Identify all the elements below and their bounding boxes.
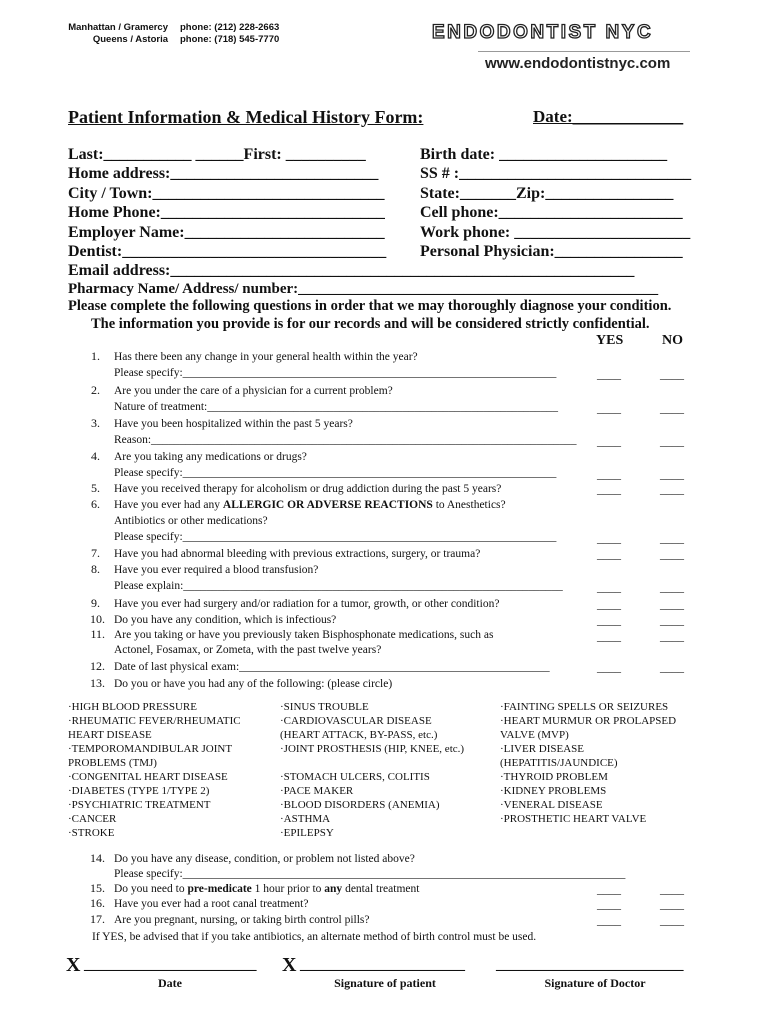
signature-x-patient: X bbox=[282, 954, 297, 976]
question-14-specify[interactable]: Please specify:_____________________________________________________________________________ bbox=[114, 868, 626, 880]
yes-answer-9[interactable]: ____ bbox=[597, 597, 621, 611]
home-phone-field[interactable]: Home Phone:____________________________ bbox=[68, 204, 385, 221]
pharmacy-field[interactable]: Pharmacy Name/ Address/ number:________________________________________________ bbox=[68, 281, 659, 297]
question-11-line-2: Actonel, Fosamax, or Zometa, with the past twelve years? bbox=[114, 644, 382, 656]
question-9: Have you ever had surgery and/or radiation for a tumor, growth, or other condition? bbox=[114, 598, 500, 610]
condition-item-cont[interactable]: HEART DISEASE bbox=[68, 729, 152, 741]
question-17: Are you pregnant, nursing, or taking birth control pills? bbox=[114, 914, 370, 926]
condition-item[interactable]: ·HIGH BLOOD PRESSURE bbox=[68, 701, 197, 713]
brand-logo: ENDODONTIST NYC bbox=[432, 22, 654, 43]
no-answer-9[interactable]: ____ bbox=[660, 597, 684, 611]
no-column-header: NO bbox=[662, 333, 683, 348]
question-number: 5. bbox=[91, 481, 100, 495]
question-number: 16. bbox=[90, 896, 105, 910]
question-7: Have you had abnormal bleeding with previous extractions, surgery, or trauma? bbox=[114, 548, 481, 560]
header-divider bbox=[478, 51, 690, 52]
condition-item[interactable]: ·EPILEPSY bbox=[280, 827, 334, 839]
yes-answer-5[interactable]: ____ bbox=[597, 482, 621, 496]
condition-item[interactable]: ·PROSTHETIC HEART VALVE bbox=[500, 813, 647, 825]
condition-item[interactable]: ·ASTHMA bbox=[280, 813, 331, 825]
question-6-line-2: Antibiotics or other medications? bbox=[114, 515, 268, 527]
question-number: 17. bbox=[90, 912, 105, 926]
condition-item[interactable]: ·PACE MAKER bbox=[280, 785, 354, 797]
question-2: Are you under the care of a physician for a current problem? bbox=[114, 385, 393, 397]
cell-phone-field[interactable]: Cell phone:_______________________ bbox=[420, 204, 683, 221]
conditions-column-3 bbox=[500, 700, 676, 826]
doctor-signature-label: Signature of Doctor bbox=[544, 976, 646, 990]
question-number: 9. bbox=[91, 596, 100, 610]
no-answer-2[interactable]: ____ bbox=[660, 401, 684, 415]
question-15: Do you need to pre-medicate 1 hour prior to any dental treatment bbox=[114, 883, 420, 895]
office-location-manhattan: Manhattan / Gramercy bbox=[68, 22, 168, 33]
yes-answer-16[interactable]: ____ bbox=[597, 897, 621, 911]
yes-answer-2[interactable]: ____ bbox=[597, 401, 621, 415]
birth-control-note: If YES, be advised that if you take antibiotics, an alternate method of birth control must be used. bbox=[92, 931, 537, 943]
question-4: Are you taking any medications or drugs? bbox=[114, 451, 307, 463]
yes-answer-12[interactable]: ____ bbox=[597, 660, 621, 674]
conditions-column-1 bbox=[68, 700, 241, 840]
yes-answer-6[interactable]: ____ bbox=[597, 531, 621, 545]
website-url: www.endodontistnyc.com bbox=[485, 55, 671, 72]
condition-item-cont[interactable]: (HEPATITIS/JAUNDICE) bbox=[500, 757, 618, 769]
question-3: Have you been hospitalized within the past 5 years? bbox=[114, 418, 353, 430]
condition-item[interactable]: ·RHEUMATIC FEVER/RHEUMATIC bbox=[68, 715, 241, 727]
state-zip-field[interactable]: State:_______Zip:________________ bbox=[420, 185, 674, 202]
birth-date-field[interactable]: Birth date: _____________________ bbox=[420, 146, 668, 163]
condition-spacer bbox=[280, 756, 464, 770]
doctor-signature-line[interactable]: _________________________ bbox=[496, 957, 684, 973]
no-answer-11[interactable]: ____ bbox=[660, 629, 684, 643]
condition-item[interactable]: ·STROKE bbox=[68, 827, 115, 839]
condition-item[interactable]: ·SINUS TROUBLE bbox=[280, 701, 369, 713]
yes-column-header: YES bbox=[596, 333, 624, 348]
conditions-column-2 bbox=[280, 700, 464, 840]
condition-item[interactable]: ·HEART MURMUR OR PROLAPSED bbox=[500, 715, 677, 727]
date-label: Date bbox=[158, 976, 182, 990]
no-answer-5[interactable]: ____ bbox=[660, 482, 684, 496]
patient-signature-line[interactable]: ______________________ bbox=[300, 957, 465, 973]
question-number: 14. bbox=[90, 851, 105, 865]
intro-line-1: Please complete the following questions in order that we may thoroughly diagnose your condition. bbox=[68, 298, 672, 314]
yes-answer-7[interactable]: ____ bbox=[597, 547, 621, 561]
home-address-field[interactable]: Home address:__________________________ bbox=[68, 165, 379, 182]
condition-item[interactable]: ·TEMPOROMANDIBULAR JOINT bbox=[68, 743, 233, 755]
question-number: 4. bbox=[91, 449, 100, 463]
no-answer-8[interactable]: ____ bbox=[660, 580, 684, 594]
question-3-specify[interactable]: Reason:__________________________________________________________________________ bbox=[114, 434, 577, 446]
intro-line-2: The information you provide is for our records and will be considered strictly confidential. bbox=[91, 316, 650, 332]
question-2-specify[interactable]: Nature of treatment:_____________________________________________________________ bbox=[114, 401, 558, 413]
question-number: 8. bbox=[91, 562, 100, 576]
condition-item-cont[interactable]: VALVE (MVP) bbox=[500, 729, 569, 741]
ss-number-field[interactable]: SS # :_____________________________ bbox=[420, 165, 692, 182]
question-6-specify[interactable]: Please specify:_________________________________________________________________ bbox=[114, 531, 557, 543]
question-10: Do you have any condition, which is infectious? bbox=[114, 614, 337, 626]
question-number: 10. bbox=[90, 612, 105, 626]
work-phone-field[interactable]: Work phone: ______________________ bbox=[420, 224, 691, 241]
no-answer-16[interactable]: ____ bbox=[660, 897, 684, 911]
form-title: Patient Information & Medical History Form: bbox=[68, 107, 424, 127]
no-answer-17[interactable]: ____ bbox=[660, 913, 684, 927]
question-16: Have you ever had a root canal treatment? bbox=[114, 898, 309, 910]
condition-item[interactable]: ·LIVER DISEASE bbox=[500, 743, 585, 755]
question-13: Do you or have you had any of the following: (please circle) bbox=[114, 678, 393, 690]
condition-item-cont[interactable]: (HEART ATTACK, BY-PASS, etc.) bbox=[280, 729, 438, 741]
question-11: Are you taking or have you previously taken Bisphosphonate medications, such as bbox=[114, 629, 494, 641]
yes-answer-4[interactable]: ____ bbox=[597, 467, 621, 481]
condition-item-cont[interactable]: PROBLEMS (TMJ) bbox=[68, 757, 157, 769]
question-number: 6. bbox=[91, 497, 100, 511]
question-number: 12. bbox=[90, 659, 105, 673]
office-location-queens: Queens / Astoria bbox=[92, 34, 168, 45]
condition-item[interactable]: ·BLOOD DISORDERS (ANEMIA) bbox=[280, 799, 440, 811]
question-8: Have you ever required a blood transfusion? bbox=[114, 564, 319, 576]
no-answer-6[interactable]: ____ bbox=[660, 531, 684, 545]
no-answer-15[interactable]: ____ bbox=[660, 882, 684, 896]
yes-answer-10[interactable]: ____ bbox=[597, 613, 621, 627]
email-field[interactable]: Email address:__________________________________________________________ bbox=[68, 262, 635, 279]
condition-item[interactable]: ·JOINT PROSTHESIS (HIP, KNEE, etc.) bbox=[280, 743, 465, 755]
condition-item[interactable]: ·VENERAL DISEASE bbox=[500, 799, 603, 811]
phone-queens: phone: (718) 545-7770 bbox=[180, 34, 280, 45]
condition-item[interactable]: ·KIDNEY PROBLEMS bbox=[500, 785, 607, 797]
yes-answer-1[interactable]: ____ bbox=[597, 367, 621, 381]
condition-item[interactable]: ·PSYCHIATRIC TREATMENT bbox=[68, 799, 211, 811]
condition-item[interactable]: ·CANCER bbox=[68, 813, 117, 825]
patient-signature-label: Signature of patient bbox=[334, 976, 436, 990]
question-14: Do you have any disease, condition, or problem not listed above? bbox=[114, 853, 415, 865]
question-number: 15. bbox=[90, 881, 105, 895]
condition-item[interactable]: ·DIABETES (TYPE 1/TYPE 2) bbox=[68, 785, 210, 797]
yes-answer-11[interactable]: ____ bbox=[597, 629, 621, 643]
question-12[interactable]: Date of last physical exam:______________________________________________________ bbox=[114, 661, 550, 673]
employer-field[interactable]: Employer Name:_________________________ bbox=[68, 224, 385, 241]
question-5: Have you received therapy for alcoholism or drug addiction during the past 5 years? bbox=[114, 483, 502, 495]
yes-answer-3[interactable]: ____ bbox=[597, 434, 621, 448]
question-number: 7. bbox=[91, 546, 100, 560]
no-answer-3[interactable]: ____ bbox=[660, 434, 684, 448]
signature-x-date: X bbox=[66, 954, 81, 976]
condition-item[interactable]: ·CONGENITAL HEART DISEASE bbox=[68, 771, 228, 783]
condition-item[interactable]: ·THYROID PROBLEM bbox=[500, 771, 608, 783]
form-date[interactable]: Date:_____________ bbox=[533, 107, 684, 126]
yes-answer-17[interactable]: ____ bbox=[597, 913, 621, 927]
question-1-specify[interactable]: Please specify:_________________________________________________________________ bbox=[114, 367, 557, 379]
no-answer-1[interactable]: ____ bbox=[660, 367, 684, 381]
condition-item[interactable]: ·STOMACH ULCERS, COLITIS bbox=[280, 771, 430, 783]
question-number: 3. bbox=[91, 416, 100, 430]
question-8-explain[interactable]: Please explain:__________________________________________________________________ bbox=[114, 580, 563, 592]
question-6: Have you ever had any ALLERGIC OR ADVERSE REACTIONS to Anesthetics? bbox=[114, 499, 506, 511]
no-answer-7[interactable]: ____ bbox=[660, 547, 684, 561]
condition-item[interactable]: ·FAINTING SPELLS OR SEIZURES bbox=[500, 701, 669, 713]
date-signature-line[interactable]: _______________________ bbox=[84, 957, 257, 973]
yes-answer-15[interactable]: ____ bbox=[597, 882, 621, 896]
question-number: 2. bbox=[91, 383, 100, 397]
question-number: 11. bbox=[90, 627, 105, 641]
no-answer-10[interactable]: ____ bbox=[660, 613, 684, 627]
question-number: 13. bbox=[90, 676, 105, 690]
last-first-name-field[interactable]: Last:___________ ______First: __________ bbox=[68, 146, 366, 163]
personal-physician-field[interactable]: Personal Physician:________________ bbox=[420, 243, 683, 260]
phone-manhattan: phone: (212) 228-2663 bbox=[180, 22, 280, 33]
question-4-specify[interactable]: Please specify:_________________________________________________________________ bbox=[114, 467, 557, 479]
dentist-field[interactable]: Dentist:_________________________________ bbox=[68, 243, 387, 260]
condition-item[interactable]: ·CARDIOVASCULAR DISEASE bbox=[280, 715, 432, 727]
question-number: 1. bbox=[91, 349, 100, 363]
yes-answer-8[interactable]: ____ bbox=[597, 580, 621, 594]
no-answer-4[interactable]: ____ bbox=[660, 467, 684, 481]
question-1: Has there been any change in your general health within the year? bbox=[114, 351, 418, 363]
city-field[interactable]: City / Town:_____________________________ bbox=[68, 185, 385, 202]
no-answer-12[interactable]: ____ bbox=[660, 660, 684, 674]
